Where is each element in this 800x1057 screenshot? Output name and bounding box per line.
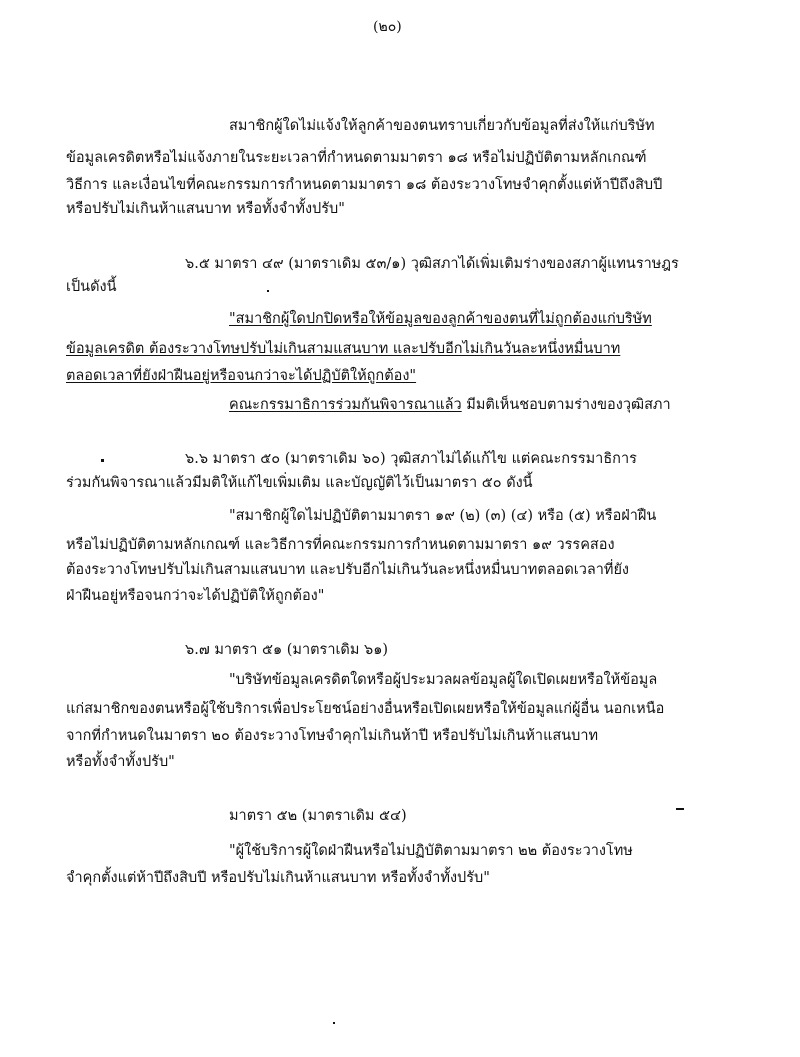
text-line: จากที่กำหนดในมาตรา ๒๐ ต้องระวางโทษจำคุกไม่เกินห้าปี หรือปรับไม่เกินห้าแสนบาท: [66, 728, 599, 744]
text-span: มีมติเห็นชอบตามร่างของวุฒิสภา: [461, 397, 671, 413]
underlined-line: ข้อมูลเครดิต ต้องระวางโทษปรับไม่เกินสามแสนบาท และปรับอีกไม่เกินวันละหนึ่งหมื่นบาท: [66, 341, 621, 357]
underlined-phrase: คณะกรรมาธิการร่วมกันพิจารณาแล้ว: [229, 397, 462, 413]
scan-speck: [676, 808, 684, 810]
text-line: ต้องระวางโทษปรับไม่เกินสามแสนบาท และปรับอีกไม่เกินวันละหนึ่งหมื่นบาทตลอดเวลาที่ยัง: [66, 562, 630, 578]
text-line: ฝ่าฝืนอยู่หรือจนกว่าจะได้ปฏิบัติให้ถูกต้อง": [66, 588, 325, 604]
page-number: (๒๐): [373, 19, 402, 35]
scan-speck: [333, 1022, 335, 1024]
text-line: หรือทั้งจำทั้งปรับ": [66, 754, 175, 770]
text-line: "บริษัทข้อมูลเครดิตใดหรือผู้ประมวลผลข้อมูลผู้ใดเปิดเผยหรือให้ข้อมูล: [229, 672, 658, 688]
scan-speck: [267, 290, 269, 292]
section-heading: ๖.๕ มาตรา ๔๙ (มาตราเดิม ๕๓/๑) วุฒิสภาได้เพิ่มเติมร่างของสภาผู้แทนราษฎร: [185, 256, 679, 272]
text-line: วิธีการ และเงื่อนไขที่คณะกรรมการกำหนดตามมาตรา ๑๘ ต้องระวางโทษจำคุกตั้งแต่ห้าปีถึงสิบปี: [66, 177, 663, 193]
text-line: หรือปรับไม่เกินห้าแสนบาท หรือทั้งจำทั้งปรับ": [66, 201, 345, 217]
committee-resolution: [229, 396, 671, 415]
underlined-line: "สมาชิกผู้ใดปกปิดหรือให้ข้อมูลของลูกค้าของตนที่ไม่ถูกต้องแก่บริษัท: [229, 311, 652, 327]
text-line: ร่วมกันพิจารณาแล้วมีมติให้แก้ไขเพิ่มเติม และบัญญัติไว้เป็นมาตรา ๕๐ ดังนี้: [66, 475, 533, 491]
text-line: แก่สมาชิกของตนหรือผู้ใช้บริการเพื่อประโยชน์อย่างอื่นหรือเปิดเผยหรือให้ข้อมูลแก่ผู้อื่น นอกเหนือ: [66, 701, 665, 717]
scan-speck: [101, 459, 104, 462]
text-line: "สมาชิกผู้ใดไม่ปฏิบัติตามมาตรา ๑๙ (๒) (๓) (๔) หรือ (๕) หรือฝ่าฝืน: [229, 508, 657, 524]
text-line: เป็นดังนี้: [66, 279, 117, 295]
text-line: หรือไม่ปฏิบัติตามหลักเกณฑ์ และวิธีการที่คณะกรรมการกำหนดตามมาตรา ๑๙ วรรคสอง: [66, 537, 615, 553]
text-line: สมาชิกผู้ใดไม่แจ้งให้ลูกค้าของตนทราบเกี่ยวกับข้อมูลที่ส่งให้แก่บริษัท: [229, 118, 655, 134]
section-heading: ๖.๖ มาตรา ๕๐ (มาตราเดิม ๖๐) วุฒิสภาไม่ได้แก้ไข แต่คณะกรรมาธิการ: [185, 451, 637, 467]
text-line: ข้อมูลเครดิตหรือไม่แจ้งภายในระยะเวลาที่กำหนดตามมาตรา ๑๘ หรือไม่ปฏิบัติตามหลักเกณฑ์: [66, 150, 647, 166]
text-line: จำคุกตั้งแต่ห้าปีถึงสิบปี หรือปรับไม่เกินห้าแสนบาท หรือทั้งจำทั้งปรับ": [66, 870, 490, 886]
underlined-line: ตลอดเวลาที่ยังฝ่าฝืนอยู่หรือจนกว่าจะได้ปฏิบัติให้ถูกต้อง": [66, 368, 417, 384]
section-heading: ๖.๗ มาตรา ๕๑ (มาตราเดิม ๖๑): [185, 642, 389, 658]
section-heading: มาตรา ๕๒ (มาตราเดิม ๕๔): [229, 808, 407, 824]
text-line: "ผู้ใช้บริการผู้ใดฝ่าฝืนหรือไม่ปฏิบัติตามมาตรา ๒๒ ต้องระวางโทษ: [229, 843, 633, 859]
